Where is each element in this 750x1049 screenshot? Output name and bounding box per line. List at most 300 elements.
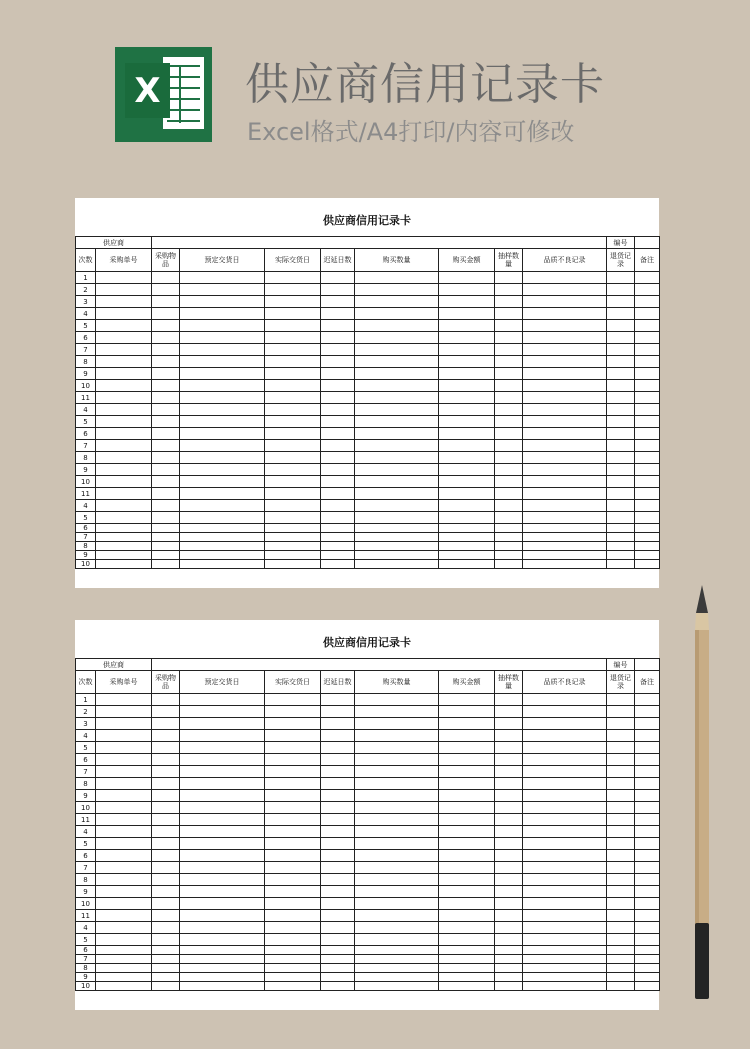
table-cell bbox=[607, 380, 635, 392]
table-cell bbox=[321, 512, 355, 524]
row-number: 8 bbox=[76, 964, 96, 973]
table-cell bbox=[265, 814, 321, 826]
table-cell bbox=[180, 973, 265, 982]
table-cell bbox=[96, 416, 152, 428]
table-cell bbox=[355, 862, 439, 874]
table-cell bbox=[635, 706, 660, 718]
row-number: 8 bbox=[76, 874, 96, 886]
column-header: 购买金额 bbox=[439, 671, 495, 694]
table-cell bbox=[152, 560, 180, 569]
row-number: 7 bbox=[76, 440, 96, 452]
table-cell bbox=[321, 850, 355, 862]
table-cell bbox=[607, 392, 635, 404]
row-number: 8 bbox=[76, 778, 96, 790]
row-number: 8 bbox=[76, 356, 96, 368]
row-number: 10 bbox=[76, 898, 96, 910]
table-cell bbox=[180, 850, 265, 862]
table-cell bbox=[265, 488, 321, 500]
table-cell bbox=[321, 392, 355, 404]
table-cell bbox=[321, 886, 355, 898]
table-cell bbox=[607, 332, 635, 344]
table-cell bbox=[607, 778, 635, 790]
column-header: 采购物品 bbox=[152, 671, 180, 694]
table-cell bbox=[439, 742, 495, 754]
table-cell bbox=[635, 404, 660, 416]
table-cell bbox=[265, 742, 321, 754]
table-cell bbox=[265, 730, 321, 742]
table-cell bbox=[495, 488, 523, 500]
table-cell bbox=[265, 802, 321, 814]
table-cell bbox=[607, 308, 635, 320]
table-cell bbox=[439, 284, 495, 296]
table-cell bbox=[495, 802, 523, 814]
table-cell bbox=[321, 356, 355, 368]
table-cell bbox=[96, 718, 152, 730]
table-cell bbox=[523, 754, 607, 766]
table-cell bbox=[607, 320, 635, 332]
table-cell bbox=[321, 308, 355, 320]
table-cell bbox=[96, 955, 152, 964]
table-cell bbox=[439, 973, 495, 982]
table-cell bbox=[495, 826, 523, 838]
table-cell bbox=[96, 404, 152, 416]
table-cell bbox=[607, 766, 635, 778]
table-cell bbox=[607, 910, 635, 922]
row-number: 5 bbox=[76, 742, 96, 754]
table-cell bbox=[635, 955, 660, 964]
table-cell bbox=[180, 524, 265, 533]
table-cell bbox=[321, 428, 355, 440]
table-cell bbox=[635, 862, 660, 874]
table-cell bbox=[321, 332, 355, 344]
table-row bbox=[76, 754, 660, 766]
table-cell bbox=[607, 356, 635, 368]
table-cell bbox=[439, 380, 495, 392]
table-cell bbox=[321, 898, 355, 910]
table-cell bbox=[152, 320, 180, 332]
row-number: 5 bbox=[76, 320, 96, 332]
table-cell bbox=[495, 694, 523, 706]
table-cell bbox=[355, 524, 439, 533]
table-cell bbox=[635, 982, 660, 991]
table-cell bbox=[321, 802, 355, 814]
table-cell bbox=[523, 428, 607, 440]
table-row bbox=[76, 272, 660, 284]
table-row bbox=[76, 380, 660, 392]
table-row bbox=[76, 910, 660, 922]
table-cell bbox=[439, 706, 495, 718]
column-header: 次数 bbox=[76, 671, 96, 694]
table-cell bbox=[439, 296, 495, 308]
table-cell bbox=[495, 272, 523, 284]
table-cell bbox=[607, 973, 635, 982]
table-cell bbox=[96, 730, 152, 742]
table-cell bbox=[635, 392, 660, 404]
table-cell bbox=[180, 332, 265, 344]
table-row bbox=[76, 898, 660, 910]
column-header: 预定交货日 bbox=[180, 671, 265, 694]
table-cell bbox=[439, 814, 495, 826]
row-number: 9 bbox=[76, 973, 96, 982]
table-cell bbox=[607, 754, 635, 766]
table-cell bbox=[439, 404, 495, 416]
table-cell bbox=[265, 332, 321, 344]
table-cell bbox=[523, 694, 607, 706]
table-cell bbox=[152, 368, 180, 380]
table-cell bbox=[152, 356, 180, 368]
table-row bbox=[76, 742, 660, 754]
table-cell bbox=[152, 862, 180, 874]
table-cell bbox=[355, 730, 439, 742]
table-cell bbox=[495, 404, 523, 416]
row-number: 6 bbox=[76, 524, 96, 533]
table-cell bbox=[321, 964, 355, 973]
table-cell bbox=[265, 560, 321, 569]
table-cell bbox=[439, 542, 495, 551]
table-cell bbox=[607, 272, 635, 284]
table-cell bbox=[355, 272, 439, 284]
table-cell bbox=[355, 955, 439, 964]
table-cell bbox=[265, 440, 321, 452]
table-cell bbox=[265, 826, 321, 838]
row-number: 9 bbox=[76, 368, 96, 380]
table-cell bbox=[607, 464, 635, 476]
table-cell bbox=[152, 308, 180, 320]
table-cell bbox=[180, 982, 265, 991]
table-row bbox=[76, 296, 660, 308]
table-row bbox=[76, 452, 660, 464]
code-value bbox=[635, 237, 660, 249]
table-cell bbox=[355, 874, 439, 886]
table-cell bbox=[355, 488, 439, 500]
table-cell bbox=[495, 982, 523, 991]
table-cell bbox=[152, 973, 180, 982]
table-cell bbox=[635, 524, 660, 533]
table-cell bbox=[439, 778, 495, 790]
table-cell bbox=[152, 802, 180, 814]
table-cell bbox=[355, 440, 439, 452]
table-cell bbox=[523, 874, 607, 886]
table-cell bbox=[355, 778, 439, 790]
row-number: 6 bbox=[76, 754, 96, 766]
column-header: 迟延日数 bbox=[321, 249, 355, 272]
table-row bbox=[76, 934, 660, 946]
table-cell bbox=[180, 754, 265, 766]
table-cell bbox=[321, 533, 355, 542]
table-row bbox=[76, 560, 660, 569]
table-cell bbox=[265, 476, 321, 488]
table-cell bbox=[180, 706, 265, 718]
table-cell bbox=[523, 404, 607, 416]
table-row bbox=[76, 850, 660, 862]
table-row bbox=[76, 874, 660, 886]
sheet-title: 供应商信用记录卡 bbox=[323, 636, 411, 649]
table-cell bbox=[265, 272, 321, 284]
table-cell bbox=[152, 524, 180, 533]
table-cell bbox=[180, 272, 265, 284]
table-cell bbox=[355, 934, 439, 946]
table-cell bbox=[523, 886, 607, 898]
table-cell bbox=[523, 392, 607, 404]
table-cell bbox=[607, 964, 635, 973]
table-cell bbox=[439, 874, 495, 886]
table-row bbox=[76, 955, 660, 964]
table-row bbox=[76, 476, 660, 488]
table-cell bbox=[180, 512, 265, 524]
table-cell bbox=[355, 973, 439, 982]
table-cell bbox=[96, 934, 152, 946]
table-cell bbox=[152, 778, 180, 790]
table-cell bbox=[321, 754, 355, 766]
table-cell bbox=[265, 320, 321, 332]
table-cell bbox=[152, 754, 180, 766]
table-cell bbox=[321, 560, 355, 569]
column-header: 采购单号 bbox=[96, 249, 152, 272]
table-cell bbox=[96, 862, 152, 874]
table-cell bbox=[523, 802, 607, 814]
table-cell bbox=[523, 742, 607, 754]
table-cell bbox=[495, 320, 523, 332]
table-cell bbox=[96, 973, 152, 982]
supplier-row bbox=[76, 237, 660, 249]
table-row bbox=[76, 694, 660, 706]
row-number: 8 bbox=[76, 452, 96, 464]
table-row bbox=[76, 814, 660, 826]
table-cell bbox=[607, 404, 635, 416]
row-number: 7 bbox=[76, 862, 96, 874]
table-cell bbox=[607, 790, 635, 802]
table-cell bbox=[265, 308, 321, 320]
table-cell bbox=[523, 512, 607, 524]
table-cell bbox=[96, 332, 152, 344]
table-cell bbox=[355, 964, 439, 973]
table-cell bbox=[152, 934, 180, 946]
table-cell bbox=[607, 955, 635, 964]
table-cell bbox=[635, 886, 660, 898]
table-cell bbox=[523, 922, 607, 934]
table-cell bbox=[152, 964, 180, 973]
table-cell bbox=[439, 356, 495, 368]
table-cell bbox=[355, 416, 439, 428]
table-cell bbox=[607, 946, 635, 955]
table-cell bbox=[495, 416, 523, 428]
column-header: 备注 bbox=[635, 249, 660, 272]
table-cell bbox=[607, 488, 635, 500]
row-number: 6 bbox=[76, 946, 96, 955]
table-cell bbox=[180, 344, 265, 356]
table-cell bbox=[96, 440, 152, 452]
table-cell bbox=[523, 440, 607, 452]
table-cell bbox=[439, 946, 495, 955]
row-number: 3 bbox=[76, 296, 96, 308]
table-cell bbox=[152, 533, 180, 542]
table-cell bbox=[607, 802, 635, 814]
row-number: 5 bbox=[76, 416, 96, 428]
table-cell bbox=[495, 910, 523, 922]
table-cell bbox=[439, 694, 495, 706]
table-cell bbox=[439, 838, 495, 850]
table-cell bbox=[495, 542, 523, 551]
table-cell bbox=[439, 802, 495, 814]
table-row bbox=[76, 392, 660, 404]
table-cell bbox=[355, 512, 439, 524]
table-cell bbox=[265, 706, 321, 718]
table-cell bbox=[635, 380, 660, 392]
table-cell bbox=[321, 814, 355, 826]
table-cell bbox=[265, 464, 321, 476]
table-cell bbox=[523, 551, 607, 560]
table-cell bbox=[355, 320, 439, 332]
table-cell bbox=[523, 284, 607, 296]
table-cell bbox=[96, 946, 152, 955]
table-cell bbox=[96, 874, 152, 886]
table-cell bbox=[96, 838, 152, 850]
table-cell bbox=[439, 308, 495, 320]
table-cell bbox=[523, 766, 607, 778]
table-cell bbox=[607, 742, 635, 754]
table-cell bbox=[495, 356, 523, 368]
table-cell bbox=[152, 886, 180, 898]
table-cell bbox=[96, 886, 152, 898]
table-cell bbox=[321, 922, 355, 934]
table-row bbox=[76, 790, 660, 802]
row-number: 5 bbox=[76, 838, 96, 850]
table-cell bbox=[265, 551, 321, 560]
table-cell bbox=[439, 898, 495, 910]
table-cell bbox=[265, 718, 321, 730]
table-cell bbox=[96, 766, 152, 778]
table-cell bbox=[265, 296, 321, 308]
table-cell bbox=[495, 922, 523, 934]
table-cell bbox=[96, 380, 152, 392]
table-cell bbox=[96, 706, 152, 718]
table-row bbox=[76, 766, 660, 778]
table-cell bbox=[523, 500, 607, 512]
table-cell bbox=[607, 886, 635, 898]
table-cell bbox=[96, 778, 152, 790]
table-cell bbox=[607, 814, 635, 826]
table-cell bbox=[96, 464, 152, 476]
table-cell bbox=[523, 476, 607, 488]
table-cell bbox=[355, 790, 439, 802]
table-cell bbox=[180, 476, 265, 488]
table-cell bbox=[355, 718, 439, 730]
table-cell bbox=[495, 308, 523, 320]
table-cell bbox=[265, 392, 321, 404]
table-cell bbox=[152, 428, 180, 440]
table-cell bbox=[180, 404, 265, 416]
table-cell bbox=[321, 272, 355, 284]
table-cell bbox=[180, 392, 265, 404]
column-header: 退货记录 bbox=[607, 671, 635, 694]
table-cell bbox=[439, 551, 495, 560]
table-cell bbox=[355, 344, 439, 356]
table-cell bbox=[355, 886, 439, 898]
table-cell bbox=[523, 973, 607, 982]
table-cell bbox=[152, 284, 180, 296]
table-cell bbox=[355, 560, 439, 569]
table-cell bbox=[321, 790, 355, 802]
table-cell bbox=[355, 766, 439, 778]
table-cell bbox=[152, 344, 180, 356]
record-sheet-2 bbox=[75, 620, 659, 1010]
table-cell bbox=[635, 718, 660, 730]
table-cell bbox=[635, 778, 660, 790]
table-cell bbox=[152, 500, 180, 512]
row-number: 4 bbox=[76, 500, 96, 512]
table-cell bbox=[607, 512, 635, 524]
table-row bbox=[76, 838, 660, 850]
table-cell bbox=[495, 284, 523, 296]
row-number: 10 bbox=[76, 380, 96, 392]
table-cell bbox=[152, 404, 180, 416]
table-cell bbox=[321, 955, 355, 964]
table-cell bbox=[635, 308, 660, 320]
table-cell bbox=[523, 332, 607, 344]
table-cell bbox=[265, 850, 321, 862]
column-header: 迟延日数 bbox=[321, 671, 355, 694]
table-cell bbox=[439, 488, 495, 500]
table-cell bbox=[321, 296, 355, 308]
table-cell bbox=[321, 973, 355, 982]
supplier-value bbox=[152, 659, 607, 671]
table-cell bbox=[495, 778, 523, 790]
table-cell bbox=[607, 826, 635, 838]
table-cell bbox=[439, 964, 495, 973]
table-cell bbox=[495, 790, 523, 802]
table-cell bbox=[96, 356, 152, 368]
table-cell bbox=[495, 428, 523, 440]
table-cell bbox=[180, 964, 265, 973]
table-cell bbox=[523, 910, 607, 922]
table-cell bbox=[635, 488, 660, 500]
table-cell bbox=[607, 416, 635, 428]
column-header: 预定交货日 bbox=[180, 249, 265, 272]
table-cell bbox=[495, 368, 523, 380]
table-cell bbox=[96, 560, 152, 569]
row-number: 8 bbox=[76, 542, 96, 551]
supplier-value bbox=[152, 237, 607, 249]
table-cell bbox=[180, 308, 265, 320]
table-cell bbox=[355, 814, 439, 826]
table-cell bbox=[607, 862, 635, 874]
row-number: 4 bbox=[76, 922, 96, 934]
column-header: 备注 bbox=[635, 671, 660, 694]
table-cell bbox=[495, 973, 523, 982]
table-cell bbox=[96, 392, 152, 404]
table-cell bbox=[355, 922, 439, 934]
table-cell bbox=[265, 754, 321, 766]
row-number: 4 bbox=[76, 730, 96, 742]
table-cell bbox=[523, 488, 607, 500]
table-cell bbox=[265, 533, 321, 542]
table-cell bbox=[635, 838, 660, 850]
row-number: 11 bbox=[76, 814, 96, 826]
table-cell bbox=[607, 452, 635, 464]
row-number: 1 bbox=[76, 272, 96, 284]
table-cell bbox=[607, 542, 635, 551]
column-header: 品质不良记录 bbox=[523, 249, 607, 272]
row-number: 6 bbox=[76, 332, 96, 344]
table-cell bbox=[265, 404, 321, 416]
table-cell bbox=[523, 452, 607, 464]
table-cell bbox=[96, 542, 152, 551]
table-cell bbox=[439, 452, 495, 464]
table-cell bbox=[523, 542, 607, 551]
table-cell bbox=[152, 488, 180, 500]
table-cell bbox=[439, 512, 495, 524]
row-number: 10 bbox=[76, 560, 96, 569]
